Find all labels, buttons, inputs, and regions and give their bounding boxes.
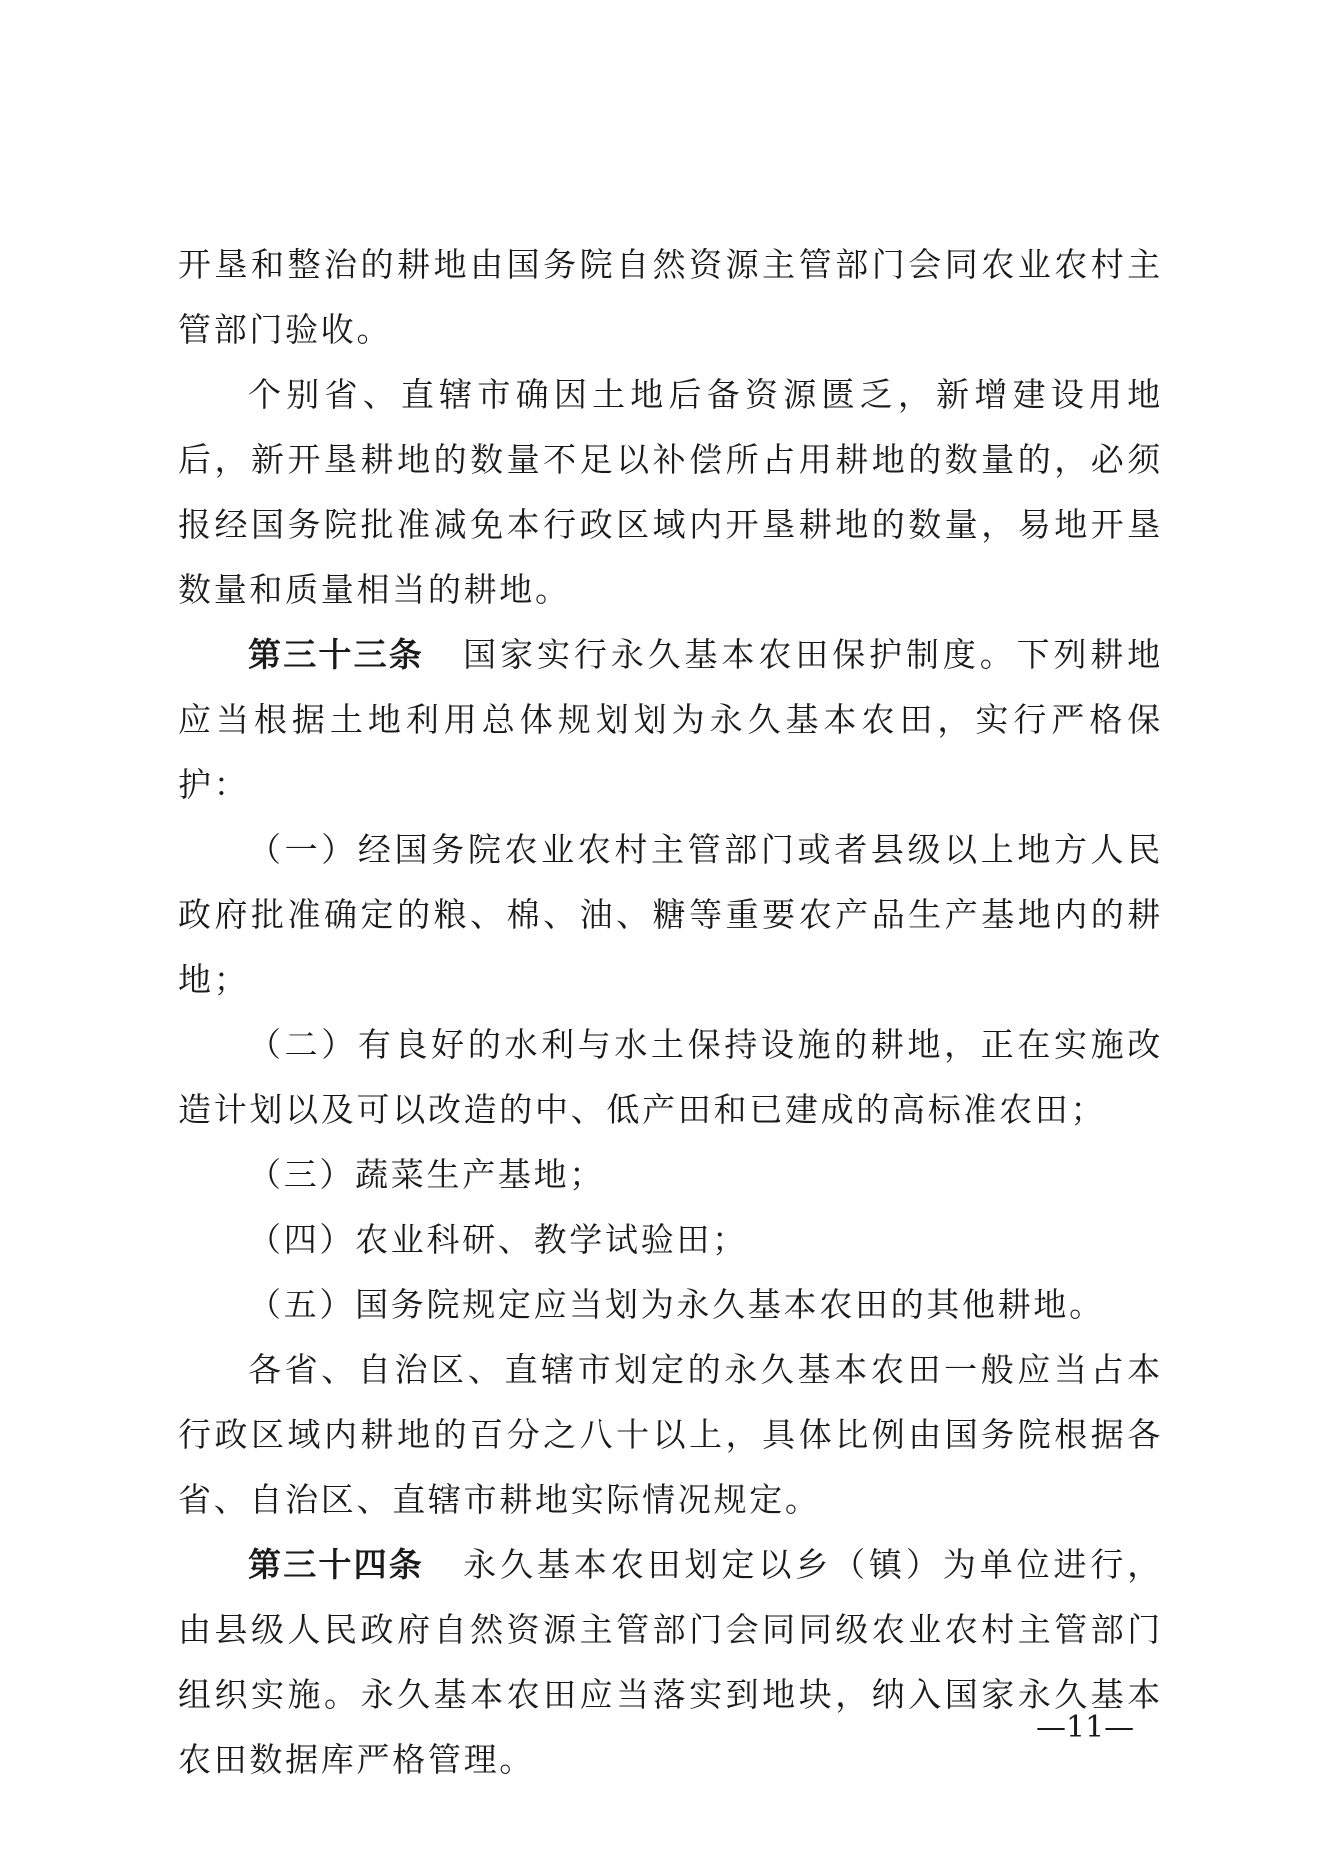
paragraph-text: 各省、自治区、直辖市划定的永久基本农田一般应当占本行政区域内耕地的百分之八十以上，具体比例由国务院根据各省、自治区、直辖市耕地实际情况规定。	[178, 1350, 1163, 1519]
list-item-3	[178, 1142, 1163, 1207]
paragraph-text: （五）国务院规定应当划为永久基本农田的其他耕地。	[248, 1285, 1105, 1324]
paragraph-text: 永久基本农田划定以乡（镇）为单位进行，由县级人民政府自然资源主管部门会同同级农业农村主管部门组织实施。永久基本农田应当落实到地块，纳入国家永久基本农田数据库严格管理。	[178, 1545, 1163, 1779]
paragraph-provinces	[178, 1337, 1163, 1532]
list-item-5	[178, 1272, 1163, 1337]
paragraph-text: （二）有良好的水利与水土保持设施的耕地，正在实施改造计划以及可以改造的中、低产田和已建成的高标准农田；	[178, 1025, 1163, 1129]
paragraph-text: 个别省、直辖市确因土地后备资源匮乏，新增建设用地后，新开垦耕地的数量不足以补偿所占用耕地的数量的，必须报经国务院批准减免本行政区域内开垦耕地的数量，易地开垦数量和质量相当的耕地。	[178, 375, 1163, 609]
paragraph-text: 开垦和整治的耕地由国务院自然资源主管部门会同农业农村主管部门验收。	[178, 245, 1163, 349]
list-item-2	[178, 1012, 1163, 1142]
list-item-4	[178, 1207, 1163, 1272]
article-33-heading: 第三十三条	[248, 635, 424, 674]
article-33-paragraph	[178, 622, 1163, 817]
document-body	[178, 232, 1163, 1792]
paragraph-1	[178, 232, 1163, 362]
paragraph-text: （一）经国务院农业农村主管部门或者县级以上地方人民政府批准确定的粮、棉、油、糖等重要农产品生产基地内的耕地；	[178, 830, 1163, 999]
page-number: —11—	[1036, 1710, 1135, 1745]
paragraph-text: （三）蔬菜生产基地；	[248, 1155, 605, 1194]
article-34-heading: 第三十四条	[248, 1545, 424, 1584]
article-34-paragraph	[178, 1532, 1163, 1792]
paragraph-text: 国家实行永久基本农田保护制度。下列耕地应当根据土地利用总体规划划为永久基本农田，实行严格保护：	[178, 635, 1163, 804]
list-item-1	[178, 817, 1163, 1012]
paragraph-2	[178, 362, 1163, 622]
paragraph-text: （四）农业科研、教学试验田；	[248, 1220, 748, 1259]
